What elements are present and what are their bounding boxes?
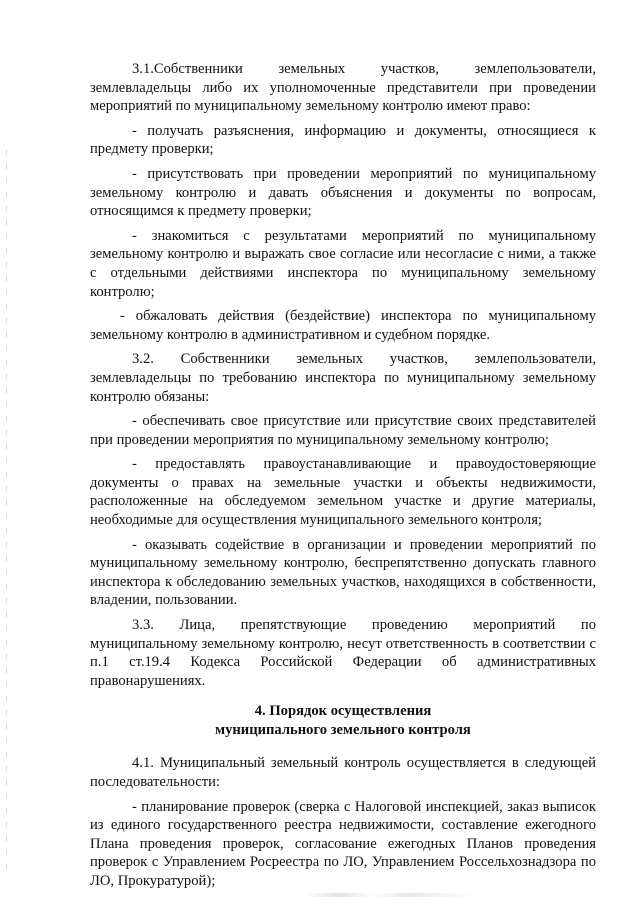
scan-artifact <box>305 893 475 897</box>
section-4-title-line-1: 4. Порядок осуществления <box>254 703 432 720</box>
scan-margin-line <box>6 150 7 870</box>
section-4-title-line-2: муниципального земельного контроля <box>215 722 471 739</box>
paragraph-3-1-item-b: - присутствовать при проведении мероприятий по муниципальному земельному контролю и давать объяснения и документы по вопросам, относящимся к предмету проверки; <box>90 165 596 220</box>
paragraph-3-2-item-a: - обеспечивать свое присутствие или присутствие своих представителей при проведении мероприятия по муниципальному земельному контролю; <box>90 413 596 448</box>
paragraph-3-2-item-c: - оказывать содействие в организации и проведении мероприятий по муниципальному земельному контролю, беспрепятственно допускать главного инспектора к обследованию земельных участков, находящихся в собственности, владении, пользовании. <box>90 536 596 609</box>
paragraph-3-2-item-b: - предоставлять правоустанавливающие и правоудостоверяющие документы о правах на земельные участки и объекты недвижимости, расположенные на обследуемом земельном участке и другие материалы, необходимые для осуществления муниципального земельного контроля; <box>90 456 596 529</box>
paragraph-3-2: 3.2. Собственники земельных участков, землепользователи, землевладельцы по требованию инспектора по муниципальному земельному контролю обязаны: <box>90 351 596 405</box>
paragraph-4-1-item-a: - планирование проверок (сверка с Налоговой инспекцией, заказ выписок из единого государственного реестра недвижимости, составление ежегодного Плана проведения проверок, согласование ежегодных Планов проведения проверок с Управлением Росреестра по ЛО, Управлением Россельхознадзора по ЛО, Прокуратурой); <box>90 798 596 889</box>
paragraph-3-1-item-c: - знакомиться с результатами мероприятий по муниципальному земельному контролю и выражать свое согласие или несогласие с ними, а также с отдельными действиями инспектора по муниципальному земельному контролю; <box>90 227 596 300</box>
paragraph-3-3: 3.3. Лица, препятствующие проведению мероприятий по муниципальному земельному контролю, несут ответственность в соответствии с п.1 ст.19.4 Кодекса Российской Федерации об административных правонарушениях. <box>90 617 596 689</box>
section-4-heading <box>90 702 596 740</box>
paragraph-4-1: 4.1. Муниципальный земельный контроль осуществляется в следующей последовательности: <box>90 755 596 790</box>
document-body <box>90 60 596 897</box>
paragraph-3-1-item-d: - обжаловать действия (бездействие) инспектора по муниципальному земельному контролю в административном и судебном порядке. <box>90 308 596 343</box>
paragraph-3-1-item-a: - получать разъяснения, информацию и документы, относящиеся к предмету проверки; <box>90 122 596 158</box>
paragraph-3-1: 3.1.Собственники земельных участков, землепользователи, землевладельцы либо их уполномоченные представители при проведении мероприятий по муниципальному земельному контролю имеют право: <box>90 61 596 115</box>
